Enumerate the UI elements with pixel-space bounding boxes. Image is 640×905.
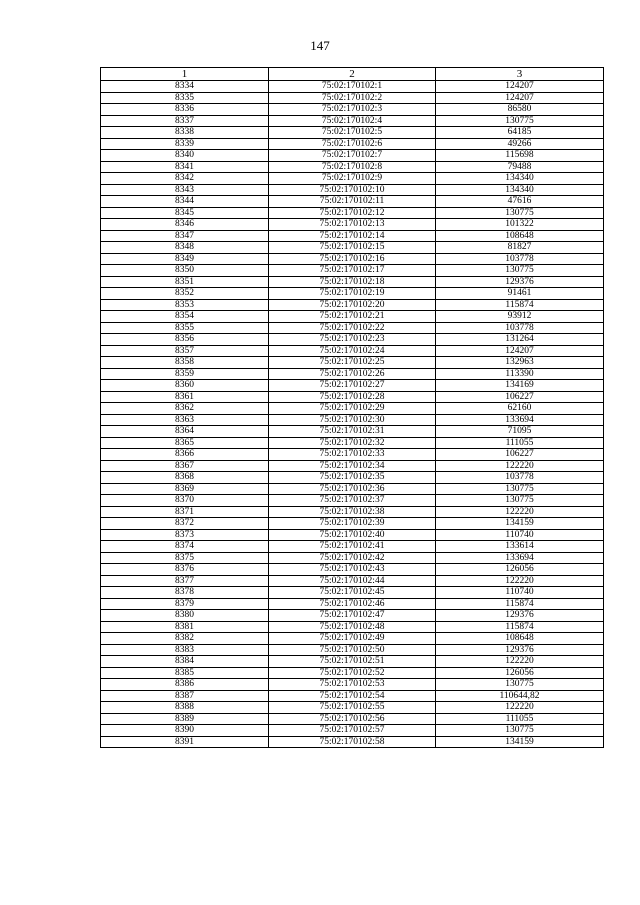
table-row <box>101 391 604 403</box>
value-cell: 130775 <box>436 679 604 691</box>
row-number-cell: 8349 <box>101 253 269 265</box>
cadastral-number-cell: 75:02:170102:4 <box>269 115 436 127</box>
row-number-cell: 8358 <box>101 357 269 369</box>
table-row <box>101 230 604 242</box>
value-cell: 108648 <box>436 633 604 645</box>
value-cell: 130775 <box>436 265 604 277</box>
cadastral-number-cell: 75:02:170102:41 <box>269 541 436 553</box>
cadastral-number-cell: 75:02:170102:25 <box>269 357 436 369</box>
cadastral-number-cell: 75:02:170102:43 <box>269 564 436 576</box>
table-row <box>101 552 604 564</box>
row-number-cell: 8352 <box>101 288 269 300</box>
value-cell: 130775 <box>436 115 604 127</box>
row-number-cell: 8385 <box>101 667 269 679</box>
row-number-cell: 8362 <box>101 403 269 415</box>
row-number-cell: 8387 <box>101 690 269 702</box>
table-row <box>101 150 604 162</box>
value-cell: 106227 <box>436 449 604 461</box>
value-cell: 110644,82 <box>436 690 604 702</box>
row-number-cell: 8366 <box>101 449 269 461</box>
cadastral-number-cell: 75:02:170102:40 <box>269 529 436 541</box>
row-number-cell: 8370 <box>101 495 269 507</box>
table-row <box>101 196 604 208</box>
cadastral-number-cell: 75:02:170102:48 <box>269 621 436 633</box>
cadastral-number-cell: 75:02:170102:52 <box>269 667 436 679</box>
cadastral-number-cell: 75:02:170102:33 <box>269 449 436 461</box>
row-number-cell: 8339 <box>101 138 269 150</box>
table-row <box>101 426 604 438</box>
cadastral-number-cell: 75:02:170102:16 <box>269 253 436 265</box>
row-number-cell: 8382 <box>101 633 269 645</box>
cadastral-number-cell: 75:02:170102:10 <box>269 184 436 196</box>
table-row <box>101 311 604 323</box>
page-number: 147 <box>310 38 330 53</box>
cadastral-number-cell: 75:02:170102:38 <box>269 506 436 518</box>
row-number-cell: 8356 <box>101 334 269 346</box>
row-number-cell: 8363 <box>101 414 269 426</box>
row-number-cell: 8341 <box>101 161 269 173</box>
cadastral-number-cell: 75:02:170102:46 <box>269 598 436 610</box>
value-cell: 47616 <box>436 196 604 208</box>
table-row <box>101 518 604 530</box>
cadastral-number-cell: 75:02:170102:3 <box>269 104 436 116</box>
cadastral-number-cell: 75:02:170102:35 <box>269 472 436 484</box>
row-number-cell: 8351 <box>101 276 269 288</box>
row-number-cell: 8376 <box>101 564 269 576</box>
value-cell: 108648 <box>436 230 604 242</box>
table-row <box>101 81 604 93</box>
value-cell: 129376 <box>436 644 604 656</box>
table-row <box>101 437 604 449</box>
row-number-cell: 8391 <box>101 736 269 748</box>
table-row <box>101 104 604 116</box>
value-cell: 133614 <box>436 541 604 553</box>
value-cell: 122220 <box>436 702 604 714</box>
value-cell: 103778 <box>436 472 604 484</box>
cadastral-number-cell: 75:02:170102:8 <box>269 161 436 173</box>
table-row <box>101 265 604 277</box>
value-cell: 126056 <box>436 667 604 679</box>
cadastral-number-cell: 75:02:170102:20 <box>269 299 436 311</box>
table-row <box>101 483 604 495</box>
value-cell: 126056 <box>436 564 604 576</box>
row-number-cell: 8367 <box>101 460 269 472</box>
table-row <box>101 345 604 357</box>
value-cell: 130775 <box>436 483 604 495</box>
table-row <box>101 207 604 219</box>
row-number-cell: 8338 <box>101 127 269 139</box>
value-cell: 110740 <box>436 587 604 599</box>
table-header-row <box>101 68 604 81</box>
cadastral-number-cell: 75:02:170102:55 <box>269 702 436 714</box>
row-number-cell: 8343 <box>101 184 269 196</box>
value-cell: 130775 <box>436 725 604 737</box>
table-row <box>101 736 604 748</box>
table-row <box>101 161 604 173</box>
row-number-cell: 8364 <box>101 426 269 438</box>
cadastral-number-cell: 75:02:170102:54 <box>269 690 436 702</box>
cadastral-number-cell: 75:02:170102:23 <box>269 334 436 346</box>
column-header-2: 2 <box>269 68 436 81</box>
column-header-1: 1 <box>101 68 269 81</box>
cadastral-number-cell: 75:02:170102:42 <box>269 552 436 564</box>
table-row <box>101 219 604 231</box>
row-number-cell: 8374 <box>101 541 269 553</box>
value-cell: 93912 <box>436 311 604 323</box>
value-cell: 133694 <box>436 552 604 564</box>
table-row <box>101 115 604 127</box>
table-row <box>101 288 604 300</box>
value-cell: 62160 <box>436 403 604 415</box>
table-row <box>101 92 604 104</box>
row-number-cell: 8336 <box>101 104 269 116</box>
value-cell: 124207 <box>436 81 604 93</box>
row-number-cell: 8390 <box>101 725 269 737</box>
row-number-cell: 8361 <box>101 391 269 403</box>
cadastral-number-cell: 75:02:170102:29 <box>269 403 436 415</box>
cadastral-number-cell: 75:02:170102:13 <box>269 219 436 231</box>
table-row <box>101 173 604 185</box>
cadastral-number-cell: 75:02:170102:28 <box>269 391 436 403</box>
row-number-cell: 8337 <box>101 115 269 127</box>
cadastral-number-cell: 75:02:170102:22 <box>269 322 436 334</box>
value-cell: 133694 <box>436 414 604 426</box>
value-cell: 115874 <box>436 621 604 633</box>
table-row <box>101 713 604 725</box>
data-table <box>100 67 604 748</box>
cadastral-number-cell: 75:02:170102:19 <box>269 288 436 300</box>
cadastral-number-cell: 75:02:170102:14 <box>269 230 436 242</box>
row-number-cell: 8335 <box>101 92 269 104</box>
table-row <box>101 368 604 380</box>
table-row <box>101 380 604 392</box>
row-number-cell: 8348 <box>101 242 269 254</box>
value-cell: 111055 <box>436 713 604 725</box>
table-row <box>101 299 604 311</box>
value-cell: 111055 <box>436 437 604 449</box>
row-number-cell: 8350 <box>101 265 269 277</box>
row-number-cell: 8346 <box>101 219 269 231</box>
value-cell: 134159 <box>436 736 604 748</box>
value-cell: 130775 <box>436 495 604 507</box>
cadastral-number-cell: 75:02:170102:37 <box>269 495 436 507</box>
value-cell: 106227 <box>436 391 604 403</box>
value-cell: 130775 <box>436 207 604 219</box>
value-cell: 49266 <box>436 138 604 150</box>
cadastral-number-cell: 75:02:170102:12 <box>269 207 436 219</box>
value-cell: 115874 <box>436 598 604 610</box>
cadastral-number-cell: 75:02:170102:50 <box>269 644 436 656</box>
row-number-cell: 8353 <box>101 299 269 311</box>
table-row <box>101 276 604 288</box>
table-row <box>101 564 604 576</box>
row-number-cell: 8372 <box>101 518 269 530</box>
row-number-cell: 8345 <box>101 207 269 219</box>
cadastral-number-cell: 75:02:170102:32 <box>269 437 436 449</box>
cadastral-number-cell: 75:02:170102:11 <box>269 196 436 208</box>
row-number-cell: 8369 <box>101 483 269 495</box>
value-cell: 113390 <box>436 368 604 380</box>
value-cell: 122220 <box>436 575 604 587</box>
row-number-cell: 8383 <box>101 644 269 656</box>
table-row <box>101 495 604 507</box>
row-number-cell: 8357 <box>101 345 269 357</box>
table-row <box>101 472 604 484</box>
row-number-cell: 8386 <box>101 679 269 691</box>
table-row <box>101 138 604 150</box>
cadastral-number-cell: 75:02:170102:7 <box>269 150 436 162</box>
row-number-cell: 8340 <box>101 150 269 162</box>
table-row <box>101 414 604 426</box>
cadastral-number-cell: 75:02:170102:21 <box>269 311 436 323</box>
value-cell: 122220 <box>436 506 604 518</box>
table-row <box>101 322 604 334</box>
value-cell: 129376 <box>436 276 604 288</box>
table-row <box>101 610 604 622</box>
cadastral-number-cell: 75:02:170102:27 <box>269 380 436 392</box>
value-cell: 134159 <box>436 518 604 530</box>
table-row <box>101 242 604 254</box>
table-body <box>101 81 604 748</box>
table-row <box>101 679 604 691</box>
table-row <box>101 460 604 472</box>
table-row <box>101 449 604 461</box>
row-number-cell: 8377 <box>101 575 269 587</box>
cadastral-number-cell: 75:02:170102:53 <box>269 679 436 691</box>
value-cell: 103778 <box>436 322 604 334</box>
row-number-cell: 8355 <box>101 322 269 334</box>
cadastral-number-cell: 75:02:170102:47 <box>269 610 436 622</box>
row-number-cell: 8342 <box>101 173 269 185</box>
value-cell: 134169 <box>436 380 604 392</box>
table-row <box>101 357 604 369</box>
table-row <box>101 690 604 702</box>
cadastral-number-cell: 75:02:170102:15 <box>269 242 436 254</box>
cadastral-number-cell: 75:02:170102:18 <box>269 276 436 288</box>
value-cell: 81827 <box>436 242 604 254</box>
value-cell: 86580 <box>436 104 604 116</box>
value-cell: 71095 <box>436 426 604 438</box>
cadastral-number-cell: 75:02:170102:17 <box>269 265 436 277</box>
table-row <box>101 644 604 656</box>
value-cell: 124207 <box>436 345 604 357</box>
table-row <box>101 656 604 668</box>
cadastral-number-cell: 75:02:170102:26 <box>269 368 436 380</box>
cadastral-number-cell: 75:02:170102:1 <box>269 81 436 93</box>
row-number-cell: 8368 <box>101 472 269 484</box>
value-cell: 129376 <box>436 610 604 622</box>
cadastral-number-cell: 75:02:170102:31 <box>269 426 436 438</box>
value-cell: 79488 <box>436 161 604 173</box>
value-cell: 110740 <box>436 529 604 541</box>
row-number-cell: 8360 <box>101 380 269 392</box>
value-cell: 115698 <box>436 150 604 162</box>
table-row <box>101 633 604 645</box>
cadastral-number-cell: 75:02:170102:45 <box>269 587 436 599</box>
table-row <box>101 403 604 415</box>
row-number-cell: 8344 <box>101 196 269 208</box>
value-cell: 132963 <box>436 357 604 369</box>
table-row <box>101 587 604 599</box>
value-cell: 64185 <box>436 127 604 139</box>
row-number-cell: 8359 <box>101 368 269 380</box>
table-row <box>101 253 604 265</box>
table-row <box>101 575 604 587</box>
table-row <box>101 541 604 553</box>
cadastral-number-cell: 75:02:170102:51 <box>269 656 436 668</box>
value-cell: 122220 <box>436 656 604 668</box>
row-number-cell: 8334 <box>101 81 269 93</box>
row-number-cell: 8388 <box>101 702 269 714</box>
row-number-cell: 8371 <box>101 506 269 518</box>
table-row <box>101 127 604 139</box>
cadastral-number-cell: 75:02:170102:34 <box>269 460 436 472</box>
column-header-3: 3 <box>436 68 604 81</box>
row-number-cell: 8380 <box>101 610 269 622</box>
cadastral-number-cell: 75:02:170102:30 <box>269 414 436 426</box>
cadastral-number-cell: 75:02:170102:36 <box>269 483 436 495</box>
table-row <box>101 506 604 518</box>
value-cell: 134340 <box>436 173 604 185</box>
cadastral-number-cell: 75:02:170102:58 <box>269 736 436 748</box>
value-cell: 101322 <box>436 219 604 231</box>
table-row <box>101 529 604 541</box>
cadastral-number-cell: 75:02:170102:49 <box>269 633 436 645</box>
row-number-cell: 8389 <box>101 713 269 725</box>
cadastral-number-cell: 75:02:170102:5 <box>269 127 436 139</box>
value-cell: 134340 <box>436 184 604 196</box>
cadastral-number-cell: 75:02:170102:2 <box>269 92 436 104</box>
value-cell: 115874 <box>436 299 604 311</box>
row-number-cell: 8381 <box>101 621 269 633</box>
cadastral-number-cell: 75:02:170102:24 <box>269 345 436 357</box>
row-number-cell: 8379 <box>101 598 269 610</box>
value-cell: 124207 <box>436 92 604 104</box>
row-number-cell: 8354 <box>101 311 269 323</box>
table-row <box>101 334 604 346</box>
cadastral-number-cell: 75:02:170102:6 <box>269 138 436 150</box>
value-cell: 131264 <box>436 334 604 346</box>
cadastral-number-cell: 75:02:170102:39 <box>269 518 436 530</box>
row-number-cell: 8347 <box>101 230 269 242</box>
cadastral-number-cell: 75:02:170102:9 <box>269 173 436 185</box>
row-number-cell: 8384 <box>101 656 269 668</box>
table-row <box>101 621 604 633</box>
row-number-cell: 8378 <box>101 587 269 599</box>
value-cell: 122220 <box>436 460 604 472</box>
table-row <box>101 598 604 610</box>
cadastral-number-cell: 75:02:170102:57 <box>269 725 436 737</box>
value-cell: 91461 <box>436 288 604 300</box>
row-number-cell: 8375 <box>101 552 269 564</box>
value-cell: 103778 <box>436 253 604 265</box>
table-row <box>101 725 604 737</box>
cadastral-number-cell: 75:02:170102:56 <box>269 713 436 725</box>
cadastral-number-cell: 75:02:170102:44 <box>269 575 436 587</box>
table-row <box>101 702 604 714</box>
table-row <box>101 184 604 196</box>
table-row <box>101 667 604 679</box>
row-number-cell: 8365 <box>101 437 269 449</box>
row-number-cell: 8373 <box>101 529 269 541</box>
